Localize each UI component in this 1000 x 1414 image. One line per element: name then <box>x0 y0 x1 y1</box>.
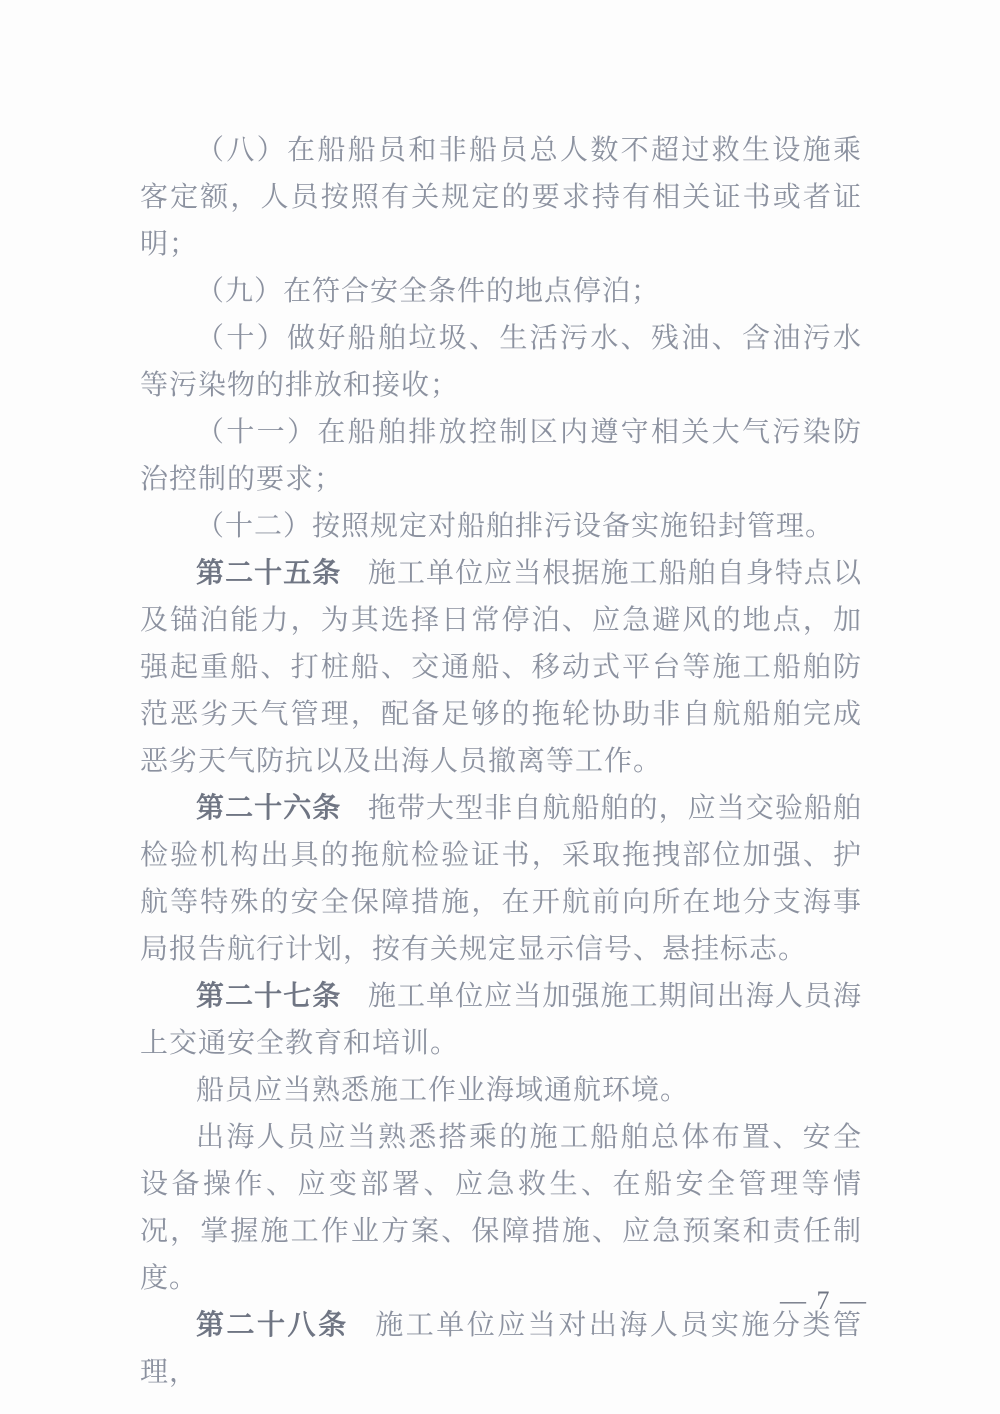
paragraph-article-28 <box>140 1302 862 1396</box>
paragraph <box>140 1067 862 1114</box>
paragraph-text: 施工单位应当根据施工船舶自身特点以及锚泊能力，为其选择日常停泊、应急避风的地点，加强起重船、打桩船、交通船、移动式平台等施工船舶防范恶劣天气管理，配备足够的拖轮协助非自航船舶完成恶劣天气防抗以及出海人员撤离等工作。 <box>140 558 862 777</box>
paragraph-text: （九）在符合安全条件的地点停泊； <box>196 276 661 307</box>
paragraph-article-26 <box>140 785 862 973</box>
page-number: — 7 — <box>780 1286 868 1315</box>
paragraph-text: 出海人员应当熟悉搭乘的施工船舶总体布置、安全设备操作、应变部署、应急救生、在船安全管理等情况，掌握施工作业方案、保障措施、应急预案和责任制度。 <box>140 1122 862 1294</box>
document-body <box>140 127 862 1396</box>
paragraph-article-25 <box>140 550 862 785</box>
article-number: 第二十六条 <box>196 793 342 824</box>
paragraph-text: 拖带大型非自航船舶的，应当交验船舶检验机构出具的拖航检验证书，采取拖拽部位加强、护航等特殊的安全保障措施，在开航前向所在地分支海事局报告航行计划，按有关规定显示信号、悬挂标志。 <box>140 793 862 965</box>
paragraph <box>140 1114 862 1302</box>
paragraph-text: （八）在船船员和非船员总人数不超过救生设施乘客定额，人员按照有关规定的要求持有相关证书或者证明； <box>140 135 862 260</box>
paragraph <box>140 503 862 550</box>
article-number: 第二十八条 <box>196 1310 349 1341</box>
article-number: 第二十五条 <box>196 558 342 589</box>
paragraph-text: （十一）在船舶排放控制区内遵守相关大气污染防治控制的要求； <box>140 417 862 495</box>
paragraph <box>140 127 862 268</box>
paragraph-text: 施工单位应当对出海人员实施分类管理， <box>140 1310 862 1388</box>
paragraph <box>140 268 862 315</box>
paragraph-article-27 <box>140 973 862 1067</box>
article-number: 第二十七条 <box>196 981 342 1012</box>
paragraph-text: （十二）按照规定对船舶排污设备实施铅封管理。 <box>196 511 835 542</box>
paragraph-text: 施工单位应当加强施工期间出海人员海上交通安全教育和培训。 <box>140 981 862 1059</box>
paragraph <box>140 315 862 409</box>
paragraph-text: 船员应当熟悉施工作业海域通航环境。 <box>196 1075 690 1106</box>
paragraph <box>140 409 862 503</box>
paragraph-text: （十）做好船舶垃圾、生活污水、残油、含油污水等污染物的排放和接收； <box>140 323 862 401</box>
